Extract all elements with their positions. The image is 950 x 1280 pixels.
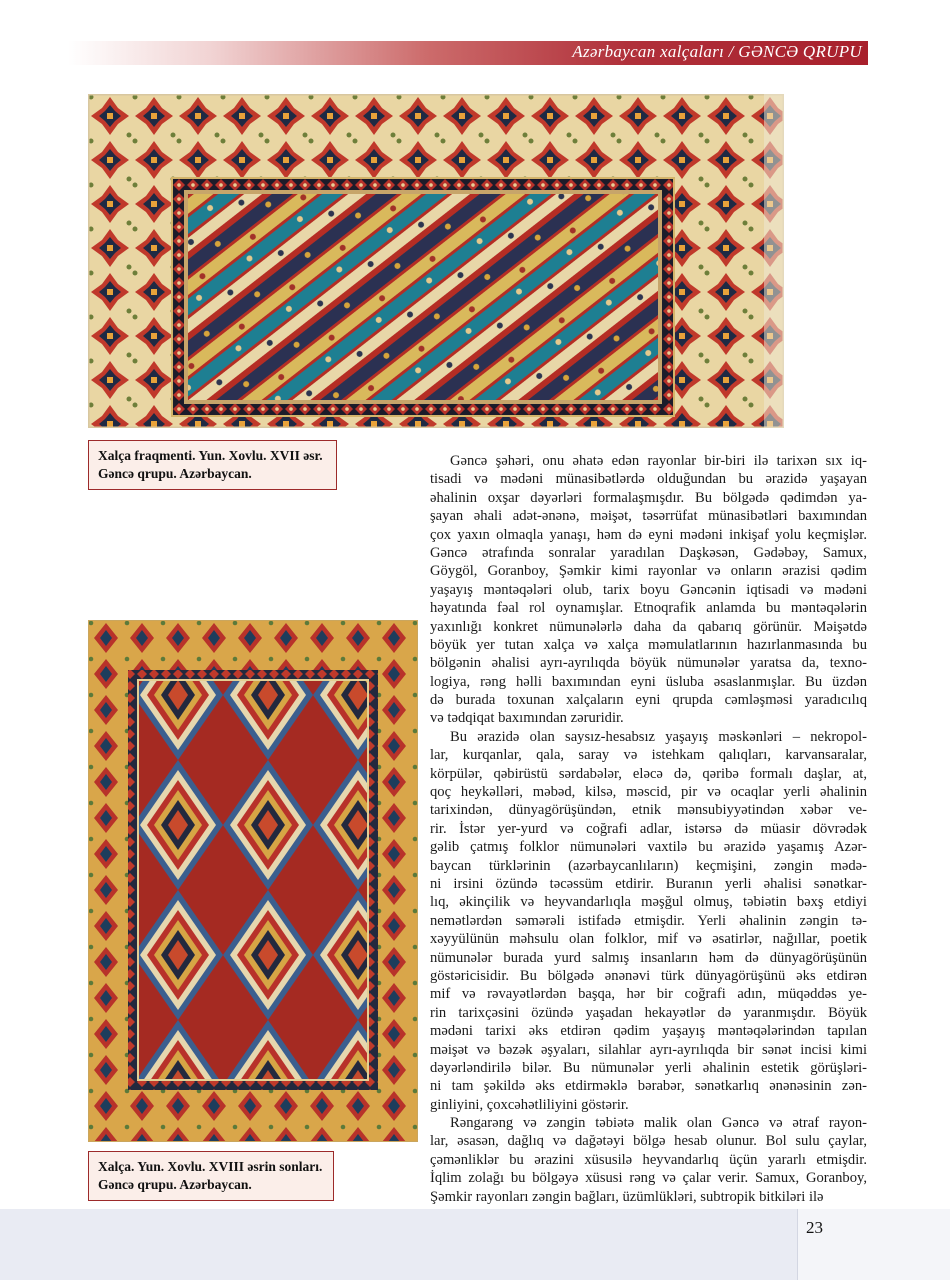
text-line: əhalinin oxşar dəyərləri formalaşmışdır. Bu bölgədə qədimdən ya- [430, 489, 867, 506]
text-line: şayan əhali adət-ənənə, məişət, təsərrüfat münasibətləri baxımından [430, 508, 867, 525]
text-line: mif və rəvayətlərdən başqa, hər bir coğrafi adın, müqəddəs ye- [430, 986, 867, 1003]
running-header-title: Azərbaycan xalçaları / GƏNCƏ QRUPU [572, 42, 862, 61]
text-line: bölgənin əhalisi ayrı-ayrılıqda böyük nümunələr yaratsa da, texno- [430, 655, 867, 672]
text-line: körpülər, qəbirüstü sərdabələr, eləcə də, qəribə formalı daşlar, at, [430, 765, 867, 782]
text-line: nümunələr burada yurd salmış insanların həm də dünyagörüşünün [430, 949, 867, 966]
caption-line: Gəncə qrupu. Azərbaycan. [98, 1177, 252, 1192]
text-line: Gəncə şəhəri, onu əhatə edən rayonlar bir-biri ilə tarixən sıx iq- [450, 453, 867, 469]
text-line: yaxınlığı konkret nümunələrlə daha da qabarıq görünür. Məişətdə [430, 618, 867, 635]
text-line: ni irsini özündə təcəssüm etdirir. Buranın yerli əhalisi sənətkar- [430, 875, 867, 892]
text-line: tisadi və mədəni münasibətlərdə olduğundan bu ərazidə yaşayan [430, 471, 867, 488]
text-line: qoç heykəlləri, məbəd, kilsə, məscid, pir və ocaqlar yerli əhalinin [430, 784, 867, 801]
text-line: göstəricisidir. Bu bölgədə ənənəvi türk dünyagörüşünü əks etdirən [430, 967, 867, 984]
carpet-fragment-photo [88, 94, 784, 428]
text-line: lar, kurqanlar, qala, saray və istehkam qalıqları, karvansaralar, [430, 747, 867, 764]
text-line: çəmənliklər bu ərazini xüsusilə heyvandarlıq üçün yararlı etmişdir. [430, 1151, 867, 1168]
bottom-image-caption [88, 1151, 334, 1201]
caption-line: Gəncə qrupu. Azərbaycan. [98, 466, 252, 481]
text-line: xəyyülünün məhsulu olan folklor, mif və əsatirlər, nağıllar, poetik [430, 931, 867, 948]
text-line: İqlim zolağı bu bölgəyə xüsusi rəng və çalar verir. Samux, Goranboy, [430, 1170, 867, 1187]
running-header [68, 41, 868, 65]
text-line: logiya, rəng həlli baxımından eyni üsluba əsaslanmışlar. Bu üzdən [430, 673, 867, 690]
text-line: həyatında fəal rol oynamışlar. Etnoqrafik anlamda bu məntəqələrin [430, 600, 867, 617]
caption-line: Xalça. Yun. Xovlu. XVIII əsrin sonları. [98, 1159, 323, 1174]
top-image-caption [88, 440, 337, 490]
text-line: rir. İstər yer-yurd və coğrafi adlar, istərsə də müasir dövrədək [430, 820, 867, 837]
caption-line: Xalça fraqmenti. Yun. Xovlu. XVII əsr. [98, 448, 323, 463]
text-line: mədəni tarixi əks etdirən qədim yaşayış məntəqələrindən tapılan [430, 1023, 867, 1040]
text-line: də burada toxunan xalçaların eyni qrupda cəmləşməsi yaradıcılıq [430, 692, 867, 709]
text-line: lıq, əkinçilik və heyvandarlıqla məşğul olmuş, təbiətin bəxş etdiyi [430, 894, 867, 911]
page-number: 23 [806, 1218, 823, 1237]
text-line: nemətlərdən səmərəli istifadə etmişdir. Yerli əhalinin zəngin tə- [430, 912, 867, 929]
text-line: məişət və bəzək əşyaları, silahlar ayrı-ayrılıqda bir sənət incisi kimi [430, 1041, 867, 1058]
text-line: Gəncə ətrafında sonralar yaradılan Daşkəsən, Gədəbəy, Samux, [430, 544, 867, 561]
text-line: Göygöl, Goranboy, Şəmkir kimi rayonlar və onların ərazisi qədim [430, 563, 867, 580]
text-line: gəlib çatmış folklor nümunələri vaxtilə bu ərazidə yaşamış Azər- [430, 839, 867, 856]
text-line: Rəngarəng və zəngin təbiətə malik olan Gəncə və ətraf rayon- [450, 1115, 867, 1132]
text-line: Bu ərazidə olan saysız-hesabsız yaşayış məskənləri – nekropol- [450, 728, 867, 745]
text-line: Şəmkir rayonları zəngin bağları, üzümlükləri, subtropik bitkiləri ilə [430, 1188, 824, 1205]
text-line: və tədqiqat baxımından zəruridir. [430, 710, 624, 727]
carpet-photo [88, 620, 418, 1142]
text-line: tarixindən, dünyagörüşündən, etnik mənsubiyyətindən xəbər ve- [430, 802, 867, 819]
text-line: ginliyini, çoxcəhətliliyini göstərir. [430, 1096, 629, 1113]
text-line: yaşayış məntəqələri olub, tarix boyu Gəncənin iqtisadi və mədəni [430, 581, 867, 598]
text-line: baycan türklərinin (azərbaycanlıların) keçmişini, zəngin mədə- [430, 857, 867, 874]
text-line: çox yaxın olmaqla yanaşı, həm də eyni mədəni inkişaf yolu keçmişlər. [430, 526, 867, 543]
text-line: lar, əsasən, dağlıq və dağətəyi bölgə hesab olunur. Bol sulu çaylar, [430, 1133, 867, 1150]
article-body [430, 452, 867, 1206]
text-line: rin tarixçəsini özündə yaşadan hekayətlər də yaranmışdır. Böyük [430, 1004, 867, 1021]
text-line: ni tam şəkildə əks etdirməklə bərabər, sənətkarlıq ənənəsinin zən- [430, 1078, 867, 1095]
text-line: böyük yer tutan xalça və xalça məmulatlarının hazırlanmasında bu [430, 636, 867, 653]
text-line: dəyərləndirilə bilər. Bu nümunələr yerli əhalinin estetik görüşləri- [430, 1059, 867, 1076]
